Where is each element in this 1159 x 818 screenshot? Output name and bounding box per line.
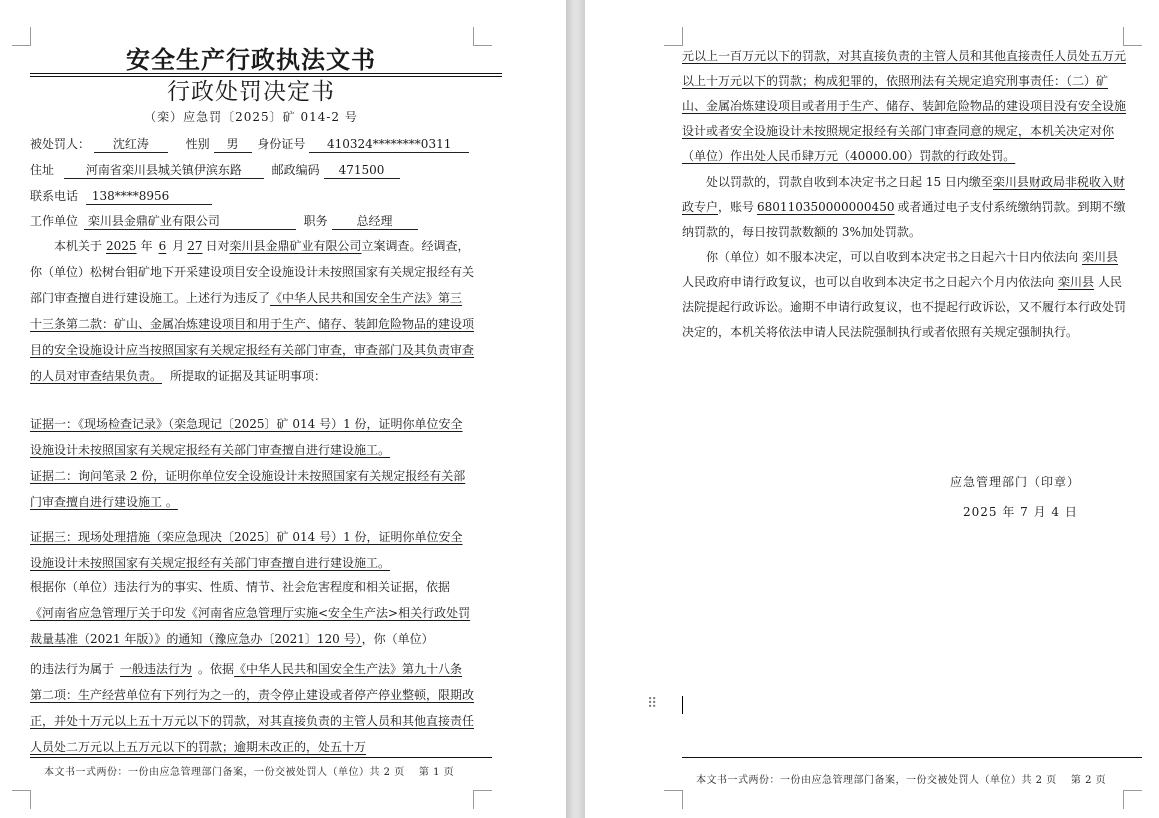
drag-handle-icon[interactable]: ⠿: [647, 696, 656, 712]
payment-account-name: 栾川县财政局非税收入财政专户: [682, 175, 1125, 214]
footer-text-page-1: 本文书一式两份：一份由应急管理部门备案，一份交被处罚人（单位）共 2 页 第 1 页: [44, 767, 455, 778]
appeal-court: 栾川县: [1058, 275, 1095, 289]
document-title: 安全生产行政执法文书: [126, 45, 376, 74]
evidence-2-text: 证据二：询问笔录 2 份，证明你单位安全设施设计未按照国家有关规定报经有关部门审查擅自进行建设施工 。: [30, 469, 466, 509]
page-gutter: [566, 0, 585, 818]
case-subject: 栾川县金鼎矿业有限公司: [229, 239, 362, 253]
document-page-1: [0, 0, 566, 818]
position-value: 总经理: [332, 213, 418, 230]
case-month: 6: [158, 239, 167, 253]
evidence-2: [30, 463, 474, 515]
party-label: 被处罚人：: [30, 137, 91, 151]
employer-value: 栾川县金鼎矿业有限公司: [84, 213, 296, 230]
id-number: 410324********0311: [309, 136, 469, 153]
basis-paragraph: [30, 574, 474, 652]
appeal-review-text: 人民政府申请行政复议，也可以自收到本决定书之日起六个月内依法向: [682, 275, 1055, 289]
payment-terms-text: 或者通过电子支付系统缴纳罚款。到期不缴纳罚款的，每日按罚款数额的 3%加处罚款。: [682, 200, 1126, 239]
payment-intro-text: 处以罚款的，罚款自收到本决定书之日起 15 日内缴至: [706, 175, 993, 189]
evidence-1-text: 证据一：《现场检查记录》（栾急现记〔2025〕矿 014 号）1 份，证明你单位安全设施设计未按照国家有关规定报经有关部门审查擅自进行建设施工。: [30, 417, 463, 457]
penalty-continuation: [682, 44, 1126, 169]
evidence-3-text: 证据三：现场处理措施（栾应急现决〔2025〕矿 014 号）1 份，证明你单位安全设施设计未按照国家有关规定报经有关部门审查擅自进行建设施工。: [30, 530, 463, 570]
document-number: （栾）应急罚〔2025〕矿 014-2 号: [144, 110, 358, 124]
employer-label: 工作单位: [30, 214, 79, 228]
postal-value: 471500: [324, 162, 400, 179]
seal-line: 应急管理部门（印章）: [950, 475, 1081, 489]
payment-account-number: 680110350000000450: [757, 200, 895, 214]
evidence-3: [30, 524, 474, 576]
case-year: 2025: [106, 239, 137, 253]
page-corner-mark: [473, 27, 492, 46]
position-label: 职务: [303, 214, 328, 228]
penalty-paragraph: [30, 656, 474, 760]
page-corner-mark: [1123, 790, 1142, 809]
decision-date: 2025 年 7 月 4 日: [963, 505, 1078, 519]
footer-text-page-2: 本文书一式两份：一份由应急管理部门备案，一份交被处罚人（单位）共 2 页 第 2 页: [696, 775, 1107, 786]
text-cursor: [682, 696, 683, 714]
phone-row: [30, 187, 475, 205]
evidence-intro-text: 所提取的证据及其证明事项：: [170, 369, 327, 383]
payment-paragraph: [682, 170, 1126, 245]
case-day: 27: [187, 239, 203, 253]
case-date-suffix: 年: [140, 239, 153, 253]
penalty-decision-text: 元以上一百万元以下的罚款，对其直接负责的主管人员和其他直接责任人员处五万元以上十万元以下的罚款；构成犯罪的，依照刑法有关规定追究刑事责任：（二）矿山、金属冶炼建设项目或者用于生产、储存、装卸危险物品的建设项目没有安全设施设计或者安全设施设计未按照规定报经有关部门审查同意的规定，本机关决定对你（单位）作出处人民币肆万元（40000.00）罚款的行政处罚。: [682, 49, 1127, 163]
basis-document-text: 《河南省应急管理厅关于印发《河南省应急管理厅实施<安全生产法>相关行政处罚裁量基准（2021 年版）》的通知（豫应急办〔2021〕120 号）: [30, 606, 471, 646]
address-value: 河南省栾川县城关镇伊滨东路: [64, 162, 264, 179]
violation-nature: 一般违法行为: [120, 662, 193, 676]
law-violated-text: 《中华人民共和国安全生产法》第三十三条第二款：矿山、金属冶炼建设项目和用于生产、储存、装卸危险物品的建设项目的安全设施设计应当按照国家有关规定报经有关部门审查，审查部门及其负责审查的人员对审查结果负责。: [30, 291, 475, 383]
basis-intro-text: 根据你（单位）违法行为的事实、性质、情节、社会危害程度和相关证据，依据: [30, 580, 451, 594]
footer-rule: [682, 757, 1142, 758]
nature-intro-text: 的违法行为属于: [30, 662, 115, 676]
title-rule: [30, 76, 502, 77]
page-corner-mark: [12, 27, 31, 46]
document-subtitle: 行政处罚决定书: [167, 79, 335, 105]
penalty-basis-intro: 。依据: [198, 662, 235, 676]
case-date-suffix: 日对: [205, 239, 230, 253]
address-label: 住址: [30, 163, 55, 177]
page-corner-mark: [664, 27, 683, 46]
evidence-1: [30, 411, 474, 463]
basis-after-text: ，你（单位）: [361, 632, 434, 646]
case-date-suffix: 月: [172, 239, 185, 253]
phone-value: 138****8956: [86, 188, 212, 205]
penalty-basis-text: 《中华人民共和国安全生产法》第九十八条第二项：生产经营单位有下列行为之一的，责令停止建设或者停产停业整顿，限期改正，并处十万元以上五十万元以下的罚款，对其直接负责的主管人员和其他直接责任人员处二万元以上五万元以下的罚款；逾期未改正的，处五十万: [30, 662, 475, 754]
party-name: 沈红涛: [94, 136, 168, 153]
case-paragraph: [30, 233, 474, 389]
appeal-enforcement-text: 人民法院提起行政诉讼。逾期不申请行政复议，也不提起行政诉讼，又不履行本行政处罚决定的，本机关将依法申请人民法院强制执行或者依照有关规定强制执行。: [682, 275, 1127, 339]
postal-label: 邮政编码: [271, 163, 320, 177]
page-corner-mark: [664, 790, 683, 809]
case-facts-text: 立案调查。经调查，你（单位）松树台钼矿地下开采建设项目安全设施设计未按照国家有关规定报经有关部门审查擅自进行建设施工。上述行为违反了: [30, 239, 475, 305]
page-corner-mark: [12, 790, 31, 809]
appeal-government: 栾川县: [1082, 250, 1119, 264]
gender-value: 男: [214, 136, 252, 153]
id-label: 身份证号: [257, 137, 306, 151]
appeal-paragraph: [682, 245, 1126, 345]
footer-rule: [30, 757, 492, 758]
address-row: [30, 161, 475, 179]
page-corner-mark: [473, 790, 492, 809]
case-intro-text: 本机关于: [54, 239, 103, 253]
party-row: [30, 135, 475, 153]
payment-account-label: ，账号: [718, 200, 755, 214]
employer-row: [30, 212, 475, 230]
title-rule: [30, 73, 502, 74]
appeal-intro-text: 你（单位）如不服本决定，可以自收到本决定书之日起六十日内依法向: [706, 250, 1079, 264]
phone-label: 联系电话: [30, 189, 79, 203]
gender-label: 性别: [185, 137, 210, 151]
